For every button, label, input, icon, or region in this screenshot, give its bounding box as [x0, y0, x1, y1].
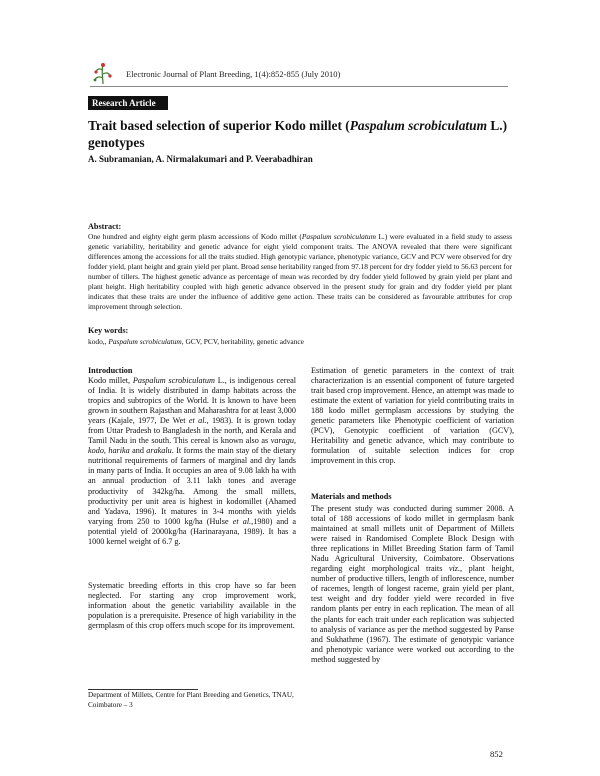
keywords-text: kodo,, Paspalum scrobiculatum, GCV, PCV, heritability, genetic advance [88, 337, 304, 346]
introduction-heading: Introduction [88, 366, 133, 375]
methods-heading: Materials and methods [311, 492, 392, 501]
abstract-text: One hundred and eighty eight germ plasm accessions of Kodo millet (Paspalum scrobiculatum L.) were evaluated in a field study to assess genetic variability, heritability and genetic advance for eight yield component traits. The ANOVA revealed that there were significant differences among the accessions for all the traits studied. High genotypic variance, phenotypic variance, GCV and PCV were observed for dry fodder yield, plant height and grain yield per plant. Broad sense heritability ranged from 97.18 percent for dry fodder yield to 56.63 percent for number of tillers. The highest genetic advance as percentage of mean was recorded by dry fodder yield followed by grain yield per plant and plant height. High heritability coupled with high genetic advance observed in the present study for grain and dry fodder yield per plant indicates that these traits are under the influence of additive gene action. These traits can be considered as favourable attributes for crop improvement through selection. [88, 232, 512, 311]
header-rule [90, 86, 508, 87]
affiliation-footnote: Department of Millets, Centre for Plant Breeding and Genetics, TNAU, Coimbatore – 3 [88, 691, 294, 709]
introduction-paragraph-3: Estimation of genetic parameters in the context of trait characterization is an essential component of future targeted trait based crop improvement. Hence, an attempt was made to estimate the extent of variation for yield contributing traits in 188 kodo millet germplasm accessions by studying the genetic parameters like Phenotypic coefficient of variation (PCV), Genotypic coefficient of variation (GCV), Heritability and genetic advance, which may contribute to formulation of suitable selection indices for crop improvement in this crop. [311, 366, 514, 466]
journal-logo-icon [92, 62, 114, 86]
article-type-badge: Research Article [88, 96, 168, 110]
journal-header: Electronic Journal of Plant Breeding, 1(4):852-855 (July 2010) [126, 69, 341, 79]
abstract-heading: Abstract: [88, 222, 122, 231]
methods-paragraph: The present study was conducted during summer 2008. A total of 188 accessions of kodo millet in germplasm bank maintained at small millets unit of Department of Millets were raised in Randomised Complete Block Design with three replications in Millet Breeding Station farm of Tamil Nadu Agricultural University, Coimbatore. Observations regarding eight morphological traits viz., plant height, number of productive tillers, length of inflorescence, number of racemes, length of longest raceme, grain yield per plant, test weight and dry fodder yield were recorded in five random plants per entry in each replication. The mean of all the plants for each trait under each replication was subjected to analysis of variance as per the method suggested by Panse and Sukhathme (1967). The estimate of genotypic variance and phenotypic variance were worked out according to the method suggested by [311, 504, 514, 664]
introduction-paragraph-1: Kodo millet, Paspalum scrobiculatum L., is indigenous cereal of India. It is widely distributed in damp habitats across the tropics and subtropics of the World. It is known to have been grown in southern Rajasthan and Maharashtra for at least 3,000 years (Kajale, 1977, De Wet et al., 1983). It is grown today from Uttar Pradesh to Bangladesh in the north, and Kerala and Tamil Nadu in the south. This cereal is known also as varagu, kodo, harika and arakalu. It forms the main stay of the dietary nutritional requirements of farmers of marginal and dry lands in many parts of India. It occupies an area of 9.08 lakh ha with an annual production of 3.11 lakh tones and average productivity of 342kg/ha. Among the small millets, productivity per unit area is highest in kodomillet (Ahamed and Yadava, 1996). It matures in 3-4 months with yields varying from 250 to 1000 kg/ha (Hulse et al.,1980) and a potential yield of 2000kg/ha (Harinarayana, 1989). It has a 1000 kernel weight of 6.7 g. [88, 376, 297, 546]
introduction-paragraph-2: Systematic breeding efforts in this crop have so far been neglected. For starting any crop improvement work, information about the genetic variability available in the population is a prerequisite. Presence of high variability in the germplasm of this crop offers much scope for its improvement. [88, 581, 296, 631]
page-number: 852 [490, 749, 503, 759]
keywords-heading: Key words: [88, 326, 129, 335]
article-title: Trait based selection of superior Kodo millet (Paspalum scrobiculatum L.) genotypes [88, 118, 508, 150]
authors: A. Subramanian, A. Nirmalakumari and P. Veerabadhiran [88, 154, 313, 164]
